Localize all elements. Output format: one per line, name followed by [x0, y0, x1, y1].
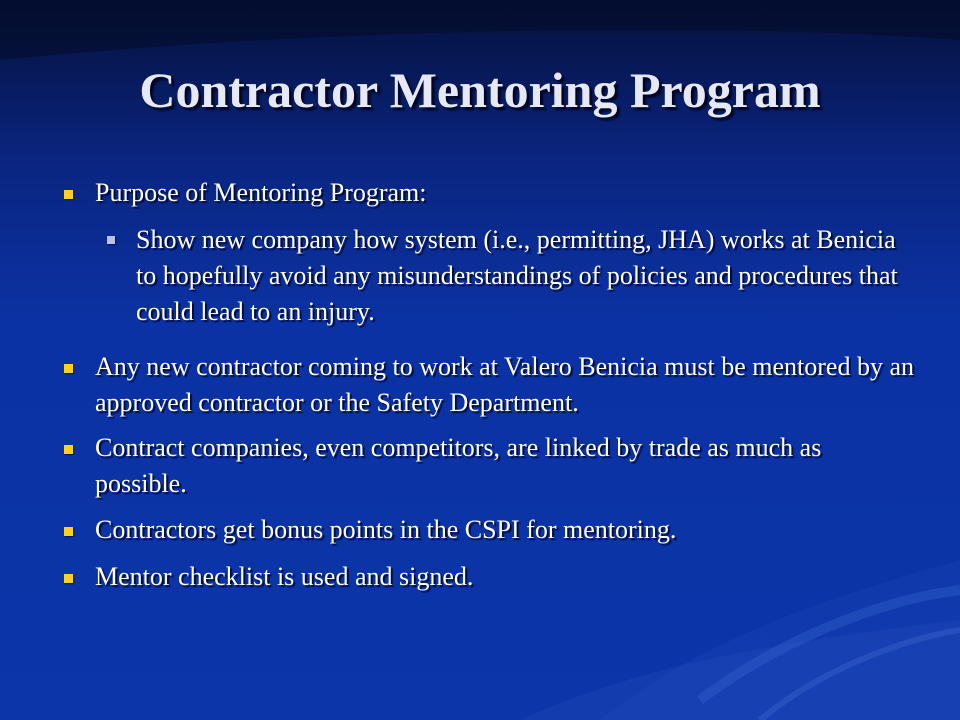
bullet-text: Contractors get bonus points in the CSPI for mentoring. [95, 515, 677, 544]
bullet-item [95, 430, 875, 502]
square-bullet-icon [64, 574, 73, 583]
bullet-text: Any new contractor coming to work at Valero Benicia must be mentored by an approved contractor or the Safety Department. [95, 352, 915, 417]
square-bullet-icon [64, 527, 73, 536]
sub-bullet-item [136, 222, 906, 330]
square-sub-bullet-icon [107, 236, 115, 244]
bullet-text: Purpose of Mentoring Program: [95, 178, 427, 207]
square-bullet-icon [64, 364, 73, 373]
bullet-item [95, 175, 915, 211]
bullet-item [95, 349, 915, 421]
square-bullet-icon [64, 190, 73, 199]
slide-title: Contractor Mentoring Program [139, 62, 821, 118]
square-bullet-icon [64, 445, 73, 454]
bullet-text: Show new company how system (i.e., permitting, JHA) works at Benicia to hopefully avoid any misunderstandings of policies and procedures that could lead to an injury. [136, 225, 898, 326]
bullet-item [95, 512, 915, 548]
bullet-item [95, 559, 915, 595]
bullet-text: Contract companies, even competitors, are linked by trade as much as possible. [95, 433, 822, 498]
bullet-text: Mentor checklist is used and signed. [95, 562, 474, 591]
